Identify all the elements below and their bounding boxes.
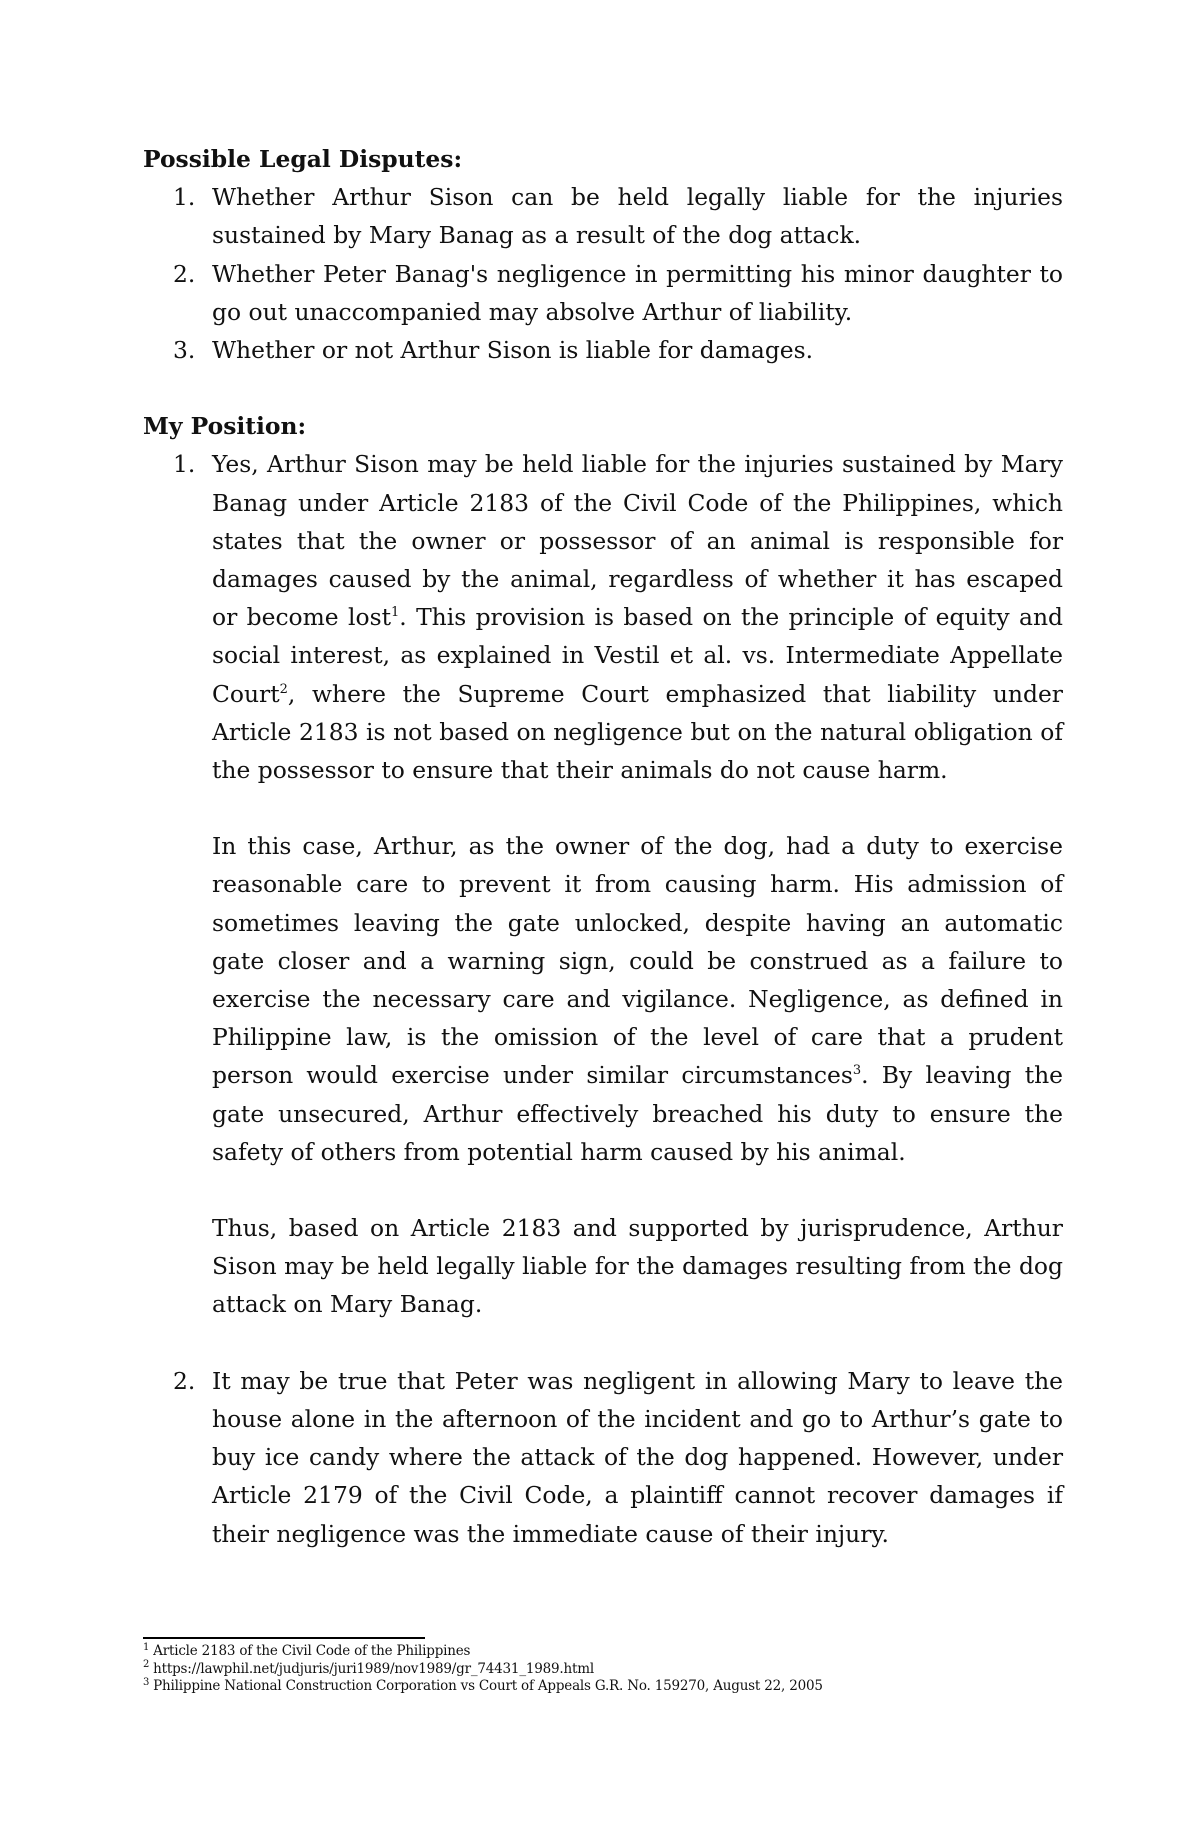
list-number: 1.: [173, 183, 196, 212]
dispute-text: Whether or not Arthur Sison is liable for damages.: [212, 336, 814, 365]
list-number: 1.: [173, 450, 196, 479]
position-text: . This provision is based on the principle of equity and social interest, as explained in Vestil et al. vs. Intermediate Appellate Court: [212, 603, 1063, 708]
list-number: 2.: [173, 1366, 196, 1395]
footnote-mark: 3: [143, 1676, 150, 1688]
position-text: , where the Supreme Court emphasized that liability under Article 2183 is not based on negligence but on the natural obligation of the possessor to ensure that their animals do not cause harm.: [212, 679, 1063, 785]
disputes-heading: Possible Legal Disputes:: [143, 145, 463, 173]
footnote-text: Philippine National Construction Corporation vs Court of Appeals G.R. No. 159270, August 22, 2005: [153, 1678, 823, 1694]
footnote-3: [143, 1678, 1063, 1696]
position-paragraph-3: Thus, based on Article 2183 and supported by jurisprudence, Arthur Sison may be held legally liable for the damages resulting from the dog attack on Mary Banag.: [212, 1214, 1063, 1319]
position-text: Yes, Arthur Sison may be held liable for the injuries sustained by Mary Banag under Article 2183 of the Civil Code of the Philippines, which states that the owner or possessor of an animal is responsible for damages caused by the animal, regardless of whether it has escaped or become lost: [212, 450, 1063, 632]
footnote-divider: [143, 1637, 425, 1639]
footnote-1: [143, 1643, 1063, 1661]
footnotes: [143, 1643, 1063, 1696]
position-text: . By leaving the gate unsecured, Arthur effectively breached his duty to ensure the safety of others from potential harm caused by his animal.: [212, 1061, 1064, 1166]
dispute-item-3: [143, 331, 1063, 369]
footnote-ref[interactable]: 1: [390, 605, 400, 621]
footnote-ref[interactable]: 3: [852, 1063, 862, 1079]
footnote-mark: 1: [143, 1641, 150, 1653]
position-paragraph-2: [143, 827, 1063, 1171]
dispute-text: Whether Peter Banag's negligence in permitting his minor daughter to go out unaccompanied may absolve Arthur of liability.: [212, 259, 1063, 326]
list-number: 3.: [173, 336, 196, 365]
footnote-link[interactable]: https://lawphil.net/judjuris/juri1989/nov1989/gr_74431_1989.html: [153, 1660, 594, 1677]
document-body: [143, 140, 1063, 1553]
position-item-2: [143, 1362, 1063, 1553]
footnote-2: [143, 1661, 1063, 1679]
footnote-text: Article 2183 of the Civil Code of the Philippines: [153, 1643, 471, 1659]
position-text: In this case, Arthur, as the owner of the dog, had a duty to exercise reasonable care to prevent it from causing harm. His admission of sometimes leaving the gate unlocked, despite having an automatic gate closer and a warning sign, could be construed as a failure to exercise the necessary care and vigilance. Negligence, as defined in Philippine law, is the omission of the level of care that a prudent person would exercise under similar circumstances: [212, 832, 1063, 1090]
position-text: It may be true that Peter was negligent in allowing Mary to leave the house alone in the afternoon of the incident and go to Arthur’s gate to buy ice candy where the attack of the dog happened. However, under Article 2179 of the Civil Code, a plaintiff cannot recover damages if their negligence was the immediate cause of their injury.: [212, 1366, 1063, 1548]
list-number: 2.: [173, 259, 196, 288]
footnote-ref[interactable]: 2: [279, 681, 288, 697]
position-item-1: [143, 445, 1063, 789]
dispute-text: Whether Arthur Sison can be held legally liable for the injuries sustained by Mary Banag as a result of the dog attack.: [212, 183, 1063, 250]
position-heading: My Position:: [143, 412, 307, 441]
dispute-item-2: [143, 255, 1063, 331]
dispute-item-1: [143, 178, 1063, 254]
footnote-mark: 2: [143, 1659, 150, 1670]
